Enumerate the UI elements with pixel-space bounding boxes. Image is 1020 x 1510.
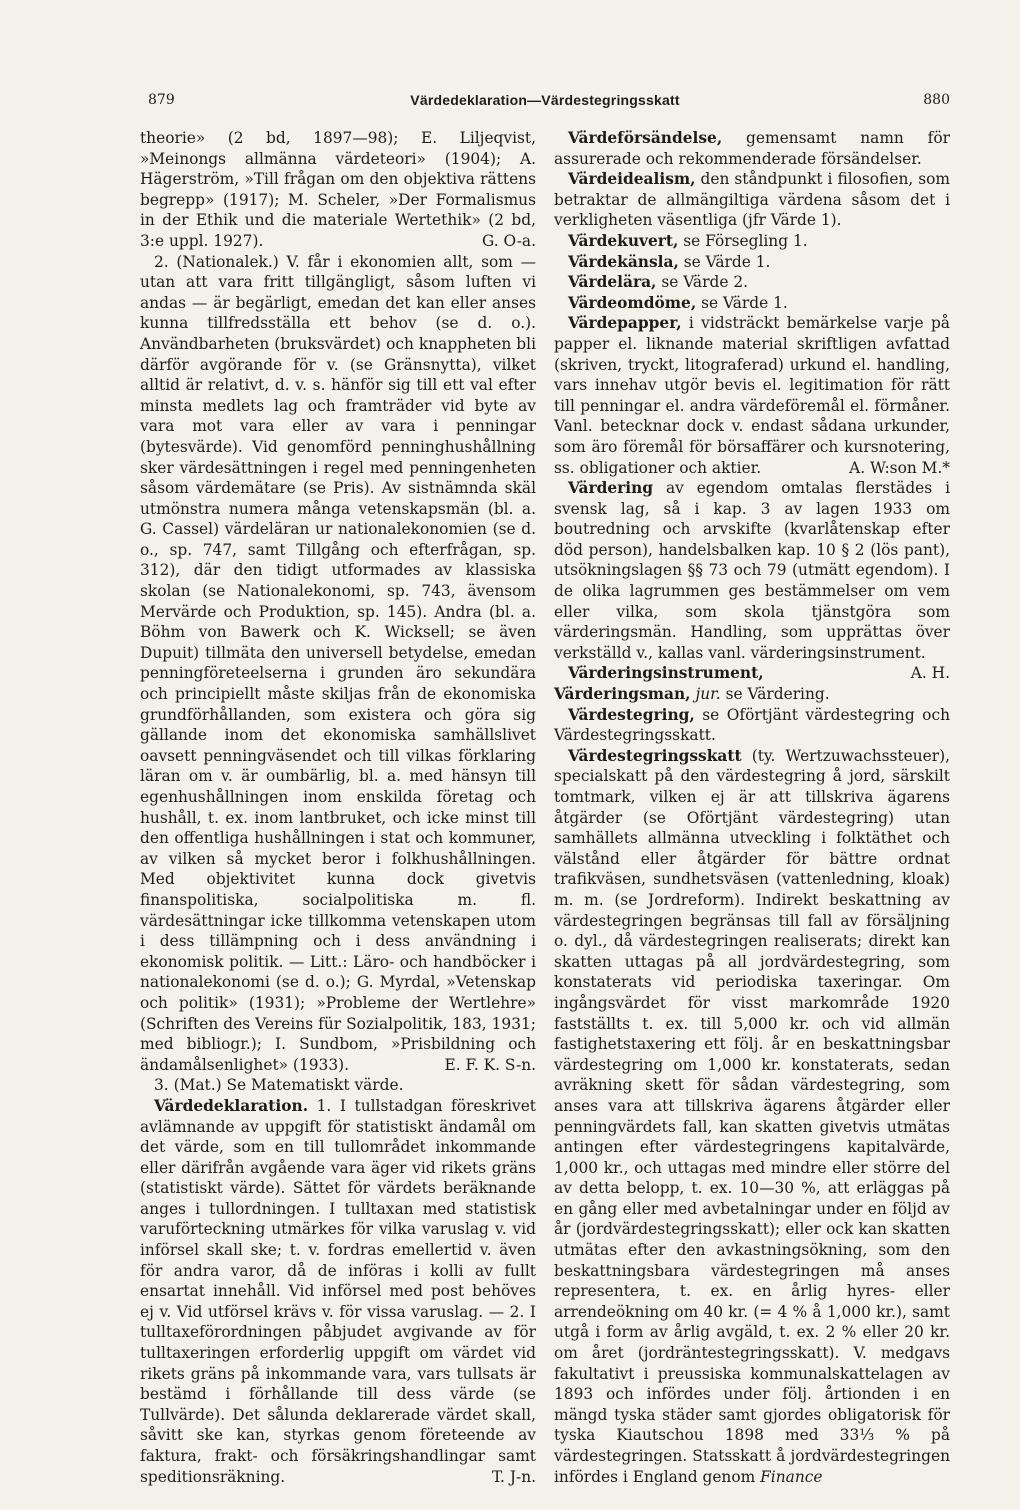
headword: Värdestegring, [568, 705, 695, 724]
paragraph-text: 3. (Mat.) Se Matematiskt värde. [154, 1076, 404, 1095]
entry-vardeforsandelse [554, 128, 950, 169]
headword: Värdekänsla, [568, 252, 679, 271]
entry-text: se Värdering. [725, 685, 830, 704]
paragraph-text: 2. (Nationalek.) V. får i ekonomien allt, som — utan att vara fritt tillgängligt, såsom luften vi andas — är begärligt, emedan det kan eller anses kunna tillfredsställa ett behov (se d. o.). Användbarheten (bruksvärdet) och knappheten bli därför avgörande för v. (se Gränsnytta), vilket alltid är relativt, d. v. s. hänför sig till ett val efter minsta medlets lag och framträder vid byte av vara mot vara eller av vara i penningar (bytesvärde). Vid genomförd penninghushållning sker värdesättningen i regel med penningenheten såsom värdemätare (se Pris). Av sistnämnda skäl utmönstra numera många vetenskapsmän (bl. a. G. Cassel) värdeläran ur nationalekonomien (se d. o., sp. 747, samt Tillgång och efterfrågan, sp. 312), där den tidigt utformades av klassiska skolan (se Nationalekonomi, sp. 743, ävensom Mervärde och Produktion, sp. 145). Andra (bl. a. Böhm von Bawerk och K. Wicksell; se även Dupuit) tillmäta den universell betydelse, emedan penningföreteelserna i grunden äro sekundära och principiellt måste skiljas från de ekonomiska grundförhållanden, som existera och göra sig gällande inom det ekonomiska samhällslivet oavsett penningväsendet och till vilkas förklaring läran om v. är oumbärlig, bl. a. med hänsyn till egenhushållningen inom enskilda företag och hushåll, t. ex. inom lantbruket, och icke minst till den offentliga hushållningen i stat och kommuner, av vilken så mycket beror i folkhushållningen. Med objektivitet kunna dock givetvis finanspolitiska, socialpolitiska m. fl. värdesättningar icke tillkomma vetenskapen utom i dess tillämpning och i dess användning i ekonomisk politik. — Litt.: Läro- och handböcker i nationalekonomi (se d. o.); G. Myrdal, »Vetenskap och politik» (1931); »Probleme der Wertlehre» (Schriften des Vereins für Sozialpolitik, 183, 1931; med bibliogr.); I. Sundbom, »Prisbildning och ändamålsenlighet» (1933). [140, 252, 536, 1074]
entry-vardedeklaration [140, 1096, 536, 1487]
headword: Värdepapper, [568, 314, 682, 333]
headword: Värdestegringsskatt [568, 746, 742, 765]
entry-vardeidealism [554, 169, 950, 231]
headword: Värdelära, [568, 273, 657, 292]
entry-vardekansla [554, 252, 950, 273]
paragraph-text: theorie» (2 bd, 1897—98); E. Liljeqvist, »Meinongs allmänna värdeteori» (1904); A. Hägerström, »Till frågan om den objektiva rättens begrepp» (1917); M. Scheler, »Der Formalismus in der Ethik und die materiale Wertethik» (2 bd, 3:e uppl. 1927). [140, 129, 536, 250]
entry-vardelara [554, 272, 950, 293]
entry-text: se Värde 1. [701, 293, 788, 312]
author-signature: G. O-a. [482, 231, 536, 250]
entry-text: se Försegling 1. [683, 231, 808, 250]
entry-text: 1. I tullstadgan föreskrivet avlämnande av uppgift för statistiskt ändamål om det värde, som en till tullområdet inkommande eller därifrån avgående vara äger vid rikets gräns (statistiskt värde). Sättet för värdets beräknande anges i tullordningen. I tulltaxan med statistisk varuförteckning utmärkes för vilka varuslag v. vid införsel skall ske; t. v. fordras emellertid v. även för andra varor, då de införas i kolli av fullt ensartat innehåll. Vid införsel med post behöves ej v. Vid utförsel krävs v. för vissa varuslag. — 2. I tulltaxeförordningen påbjudet avgivande av för tulltaxeringen erforderlig uppgift om värdet vid rikets gräns på inkommande vara, vars tullsats är bestämd i förhållande till dess värde (se Tullvärde). Det sålunda deklarerade värdet skall, såvitt ske kan, styrkas genom företeende av faktura, frakt- och försäkringshandlingar samt speditionsräkning. [140, 1096, 536, 1486]
author-signature: E. F. K. S-n. [444, 1055, 536, 1074]
headword: Värdeidealism, [568, 170, 696, 189]
headword: Värderingsinstrument, Värderingsman, [554, 664, 764, 704]
left-column [140, 128, 536, 1487]
german-term: (ty. Wertzuwachssteuer), [751, 746, 950, 765]
headword: Värdeförsändelse, [568, 129, 723, 147]
entry-text: se Värde 2. [661, 273, 748, 292]
right-column [554, 128, 950, 1487]
page-number-right: 880 [923, 92, 950, 108]
entry-text: se Oförtjänt värdestegring och Värdestegringsskatt. [554, 705, 950, 745]
author-signature: A. H. [910, 664, 950, 683]
entry-text: av egendom omtalas flerstädes i svensk lag, så i kap. 3 av lagen 1933 om boutredning och arvskifte (kvarlåtenskap efter död person), handelsbalken kap. 10 § 2 (lös pant), utsökningslagen §§ 73 och 79 (utmätt egendom). I de olika lagrummen ges bestämmelser om vem eller vilka, som skola tjänstgöra som värderingsmän. Handling, som upprättas över verkställd v., kallas vanl. värderingsinstrument. [554, 479, 950, 662]
entry-vardekuvert [554, 231, 950, 252]
headword: Värdering [568, 479, 654, 498]
subject-label: jur. [695, 685, 721, 704]
entry-text: specialskatt på den värdestegring å jord, särskilt tomtmark, vilken ej är att tillskriva ägarens åtgärder (se Oförtjänt värdestegring) utan samhällets allmänna utveckling i folktäthet och välstånd eller åtgärder för bättre ordnat trafikväsen, sundhetsväsen (vattenledning, kloak) m. m. (se Jordreform). Indirekt beskattning av värdestegringen begränsas till fall av försäljning o. dyl., då värdestegringen realiserats; direkt kan skatten uttagas på all jordvärdestegring, som konstaterats vid periodiska taxeringar. Om ingångsvärdet för visst markområde 1920 fastställts t. ex. till 5,000 kr. och vid allmän fastighetstaxering ett följ. år en beskattningsbar värdestegring om 1,000 kr. konstaterats, sedan avräkning skett för sådan värdestegring, som anses vara att tillskriva ägarens åtgärder eller penningvärdets fall, kan skatten givetvis utmätas antingen efter värdestegringens kapitalvärde, 1,000 kr., och uttagas med mindre eller större del av detta belopp, t. ex. 10—30 %, att erläggas på en gång eller med avbetalningar under en följd av år (jordvärdestegringsskatt); eller ock kan skatten utmätas efter den avkastningsökning, som den beskattningsbara värdestegringen må anses representera, t. ex. en årlig hyres- eller arrendeökning om 40 kr. (= 4 % å 1,000 kr.), samt utgå i form av årlig avgäld, t. ex. 2 % eller 20 kr. om året (jordräntestegringsskatt). V. medgavs fakultativt i preussiska kommunalskattelagen av 1893 och infördes under följ. årtionden i en mängd tyska städer samt gjordes obligatorisk för tyska Kiautschou 1898 med 33⅓ % på värdestegringen. Statsskatt å jordvärdestegringen infördes i England genom [554, 767, 950, 1486]
entry-vardering [554, 478, 950, 683]
entry-text: i vidsträckt bemärkelse varje på papper el. liknande material skriftligen avfattad (skriven, tryckt, litograferad) urkund el. handling, vars innehav utgör bevis el. legitimation för rätt till penningar el. andra värdeföremål el. förmåner. Vanl. betecknar dock v. endast sådana urkunder, som äro föremål för börsaffärer och kursnotering, ss. obligationer och aktier. [554, 314, 950, 477]
author-signature: A. W:son M.* [849, 458, 950, 477]
entry-vardepapper [554, 313, 950, 478]
paragraph [140, 252, 536, 1076]
page-number-left: 879 [148, 92, 175, 108]
entry-text: den ståndpunkt i filosofien, som betraktar de allmängiltiga värdena såsom det i verkligheten väsentliga (jfr Värde 1). [554, 170, 950, 230]
entry-text: se Värde 1. [683, 252, 771, 271]
entry-vardeomdome [554, 293, 950, 314]
headword: Värdekuvert, [568, 231, 679, 250]
entry-varderingsinstrument [554, 663, 950, 704]
running-title: Värdedeklaration—Värdestegringsskatt [410, 92, 680, 108]
headword: Värdedeklaration. [154, 1096, 309, 1115]
author-signature: T. J-n. [492, 1467, 536, 1486]
paragraph [140, 1075, 536, 1096]
paragraph [140, 128, 536, 252]
headword: Värdeomdöme, [568, 293, 697, 312]
entry-vardestegringsskatt [554, 746, 950, 1487]
entry-vardestegring [554, 705, 950, 746]
entry-text-end: Finance [760, 1467, 823, 1486]
entry-text: gemensamt namn för assurerade och rekommenderade försändelser. [554, 129, 950, 168]
page-header [140, 92, 950, 116]
